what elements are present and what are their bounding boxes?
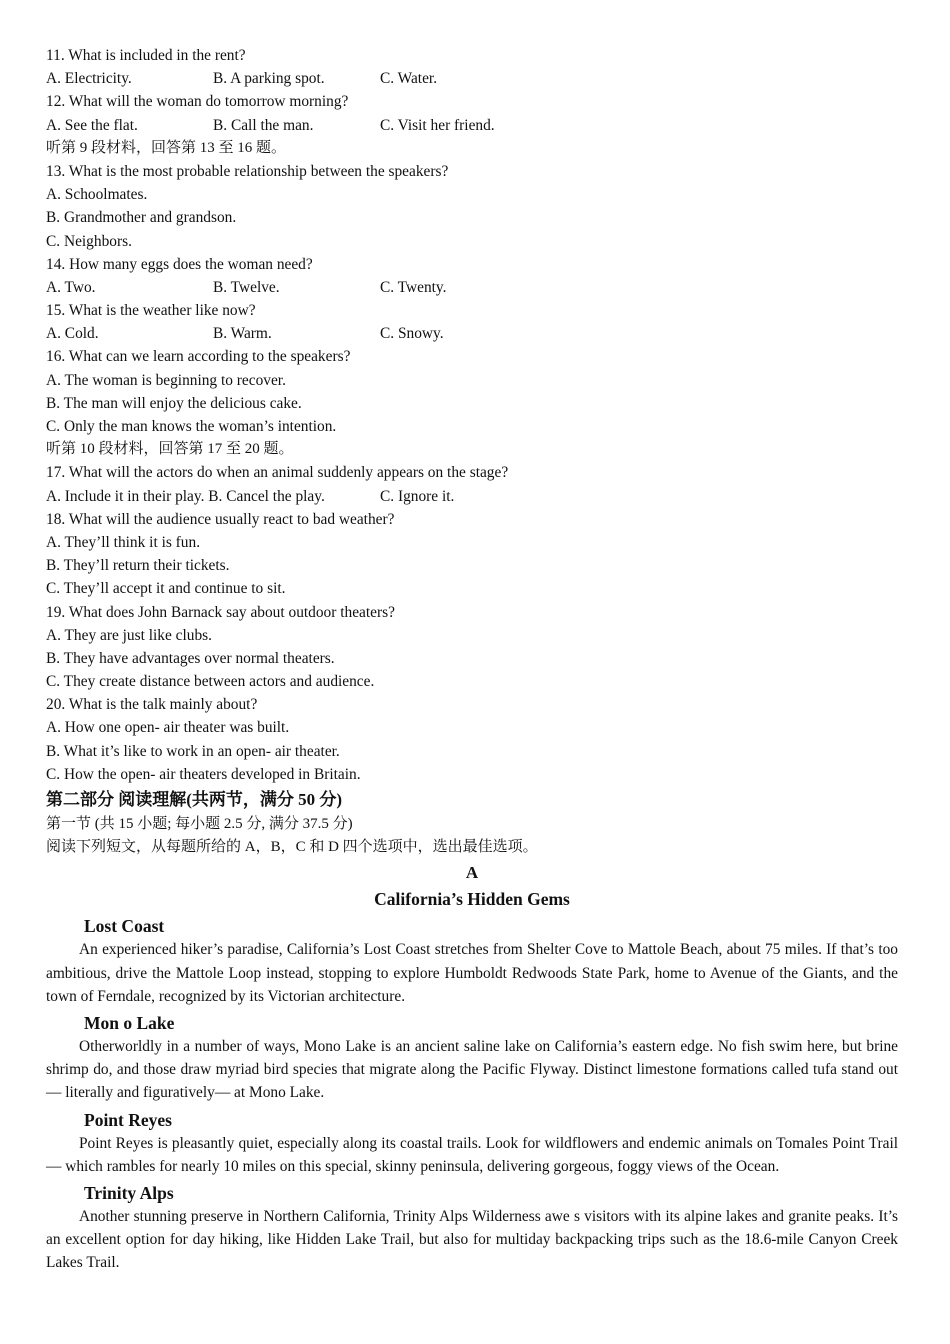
question-19: 19. What does John Barnack say about outdoor theaters? (46, 603, 395, 621)
option-16c: C. Only the man knows the woman’s intention. (46, 418, 337, 435)
question-20: 20. What is the talk mainly about? (46, 696, 258, 714)
option-c: C. Ignore it. (380, 487, 455, 505)
section-heading-trinity-alps: Trinity Alps (84, 1183, 174, 1203)
question-14: 14. How many eggs does the woman need? (46, 255, 313, 273)
option-18a: A. They’ll think it is fun. (46, 533, 201, 551)
passage-title: California’s Hidden Gems (374, 889, 570, 910)
option-13c: C. Neighbors. (46, 232, 132, 250)
option-a: A. Electricity. (46, 70, 132, 88)
section-heading-point-reyes: Point Reyes (84, 1109, 172, 1130)
question-15: 15. What is the weather like now? (46, 302, 256, 320)
question-17: 17. What will the actors do when an animal suddenly appears on the stage? (46, 464, 509, 482)
exam-page (46, 44, 898, 1277)
option-b: B. Twelve. (213, 278, 280, 296)
option-b: B. A parking spot. (213, 70, 325, 88)
section-text-mono-lake: Otherworldly in a number of ways, Mono Lake is an ancient saline lake on California’s eastern edge. No fish swim here, but brine shrimp do, and those draw myriad bird species that migrate along the Pacific Flyway. Distinct limestone formations called tufa stand out— literally and figuratively— at Mono Lake. (46, 1037, 898, 1102)
section-text-trinity-alps: Another stunning preserve in Northern California, Trinity Alps Wilderness awe s visitors with its alpine lakes and granite peaks. It’s an excellent option for day hiking, like Hidden Lake Trail, but also for multiday backpacking trips such as the 18.6-mile Canyon Creek Lakes Trail. (46, 1208, 898, 1272)
passage-label: A (465, 863, 479, 883)
option-a: A. Two. (46, 278, 96, 296)
option-16a: A. The woman is beginning to recover. (46, 371, 286, 389)
section-text-lost-coast: An experienced hiker’s paradise, California’s Lost Coast stretches from Shelter Cove to Mattole Beach, about 75 miles. If that’s too ambitious, drive the Mattole Loop instead, stopping to explore Humboldt Redwoods State Park, home to Avenue of the Giants, and the town of Ferndale, recognized by its Victorian architecture. (46, 941, 898, 1005)
question-11: 11. What is included in the rent? (46, 47, 246, 64)
options-17 (46, 485, 898, 508)
option-c: C. Visit her friend. (380, 116, 495, 134)
question-18: 18. What will the audience usually react to bad weather? (46, 510, 395, 528)
options-12 (46, 114, 898, 137)
section-text-point-reyes: Point Reyes is pleasantly quiet, especially along its coastal trails. Look for wildflowers and endemic animals on Tomales Point Trail— which rambles for nearly 10 miles on this special, skinny peninsula, delivering gorgeous, foggy views of the Ocean. (46, 1134, 898, 1175)
instruction-passage-10: 听第 10 段材料，回答第 17 至 20 题。 (46, 441, 294, 458)
section-heading-mono-lake: Mon o Lake (84, 1012, 175, 1033)
option-13b: B. Grandmother and grandson. (46, 209, 237, 227)
part-two-title: 第二部分 阅读理解(共两节，满分 50 分) (46, 790, 343, 809)
reading-instruction: 阅读下列短文，从每题所给的 A，B，C 和 D 四个选项中，选出最佳选项。 (46, 839, 538, 856)
section-one-note: 第一节 (共 15 小题; 每小题 2.5 分, 满分 37.5 分) (46, 816, 353, 832)
option-c: C. Water. (380, 70, 438, 88)
option-b: B. Warm. (213, 325, 272, 343)
options-15 (46, 322, 898, 345)
option-20b: B. What it’s like to work in an open- air theater. (46, 742, 340, 760)
option-19b: B. They have advantages over normal theaters. (46, 649, 335, 667)
option-18b: B. They’ll return their tickets. (46, 557, 230, 575)
option-a: A. See the flat. (46, 116, 138, 134)
option-c: C. Twenty. (380, 278, 447, 296)
option-16b: B. The man will enjoy the delicious cake. (46, 394, 302, 412)
option-c: C. Snowy. (380, 325, 444, 343)
question-16: 16. What can we learn according to the speakers? (46, 348, 351, 366)
option-ab: A. Include it in their play. B. Cancel the play. (46, 487, 325, 505)
question-13: 13. What is the most probable relationship between the speakers? (46, 162, 449, 180)
question-12: 12. What will the woman do tomorrow morning? (46, 93, 349, 111)
option-b: B. Call the man. (213, 116, 314, 134)
option-19c: C. They create distance between actors and audience. (46, 673, 375, 691)
option-20c: C. How the open- air theaters developed in Britain. (46, 765, 361, 783)
option-18c: C. They’ll accept it and continue to sit. (46, 580, 286, 598)
option-a: A. Cold. (46, 325, 99, 343)
section-heading-lost-coast: Lost Coast (84, 916, 165, 937)
option-19a: A. They are just like clubs. (46, 626, 212, 644)
options-14 (46, 276, 898, 299)
option-13a: A. Schoolmates. (46, 186, 148, 204)
instruction-passage-9: 听第 9 段材料，回答第 13 至 16 题。 (46, 139, 287, 156)
option-20a: A. How one open- air theater was built. (46, 719, 290, 737)
options-11 (46, 67, 898, 90)
